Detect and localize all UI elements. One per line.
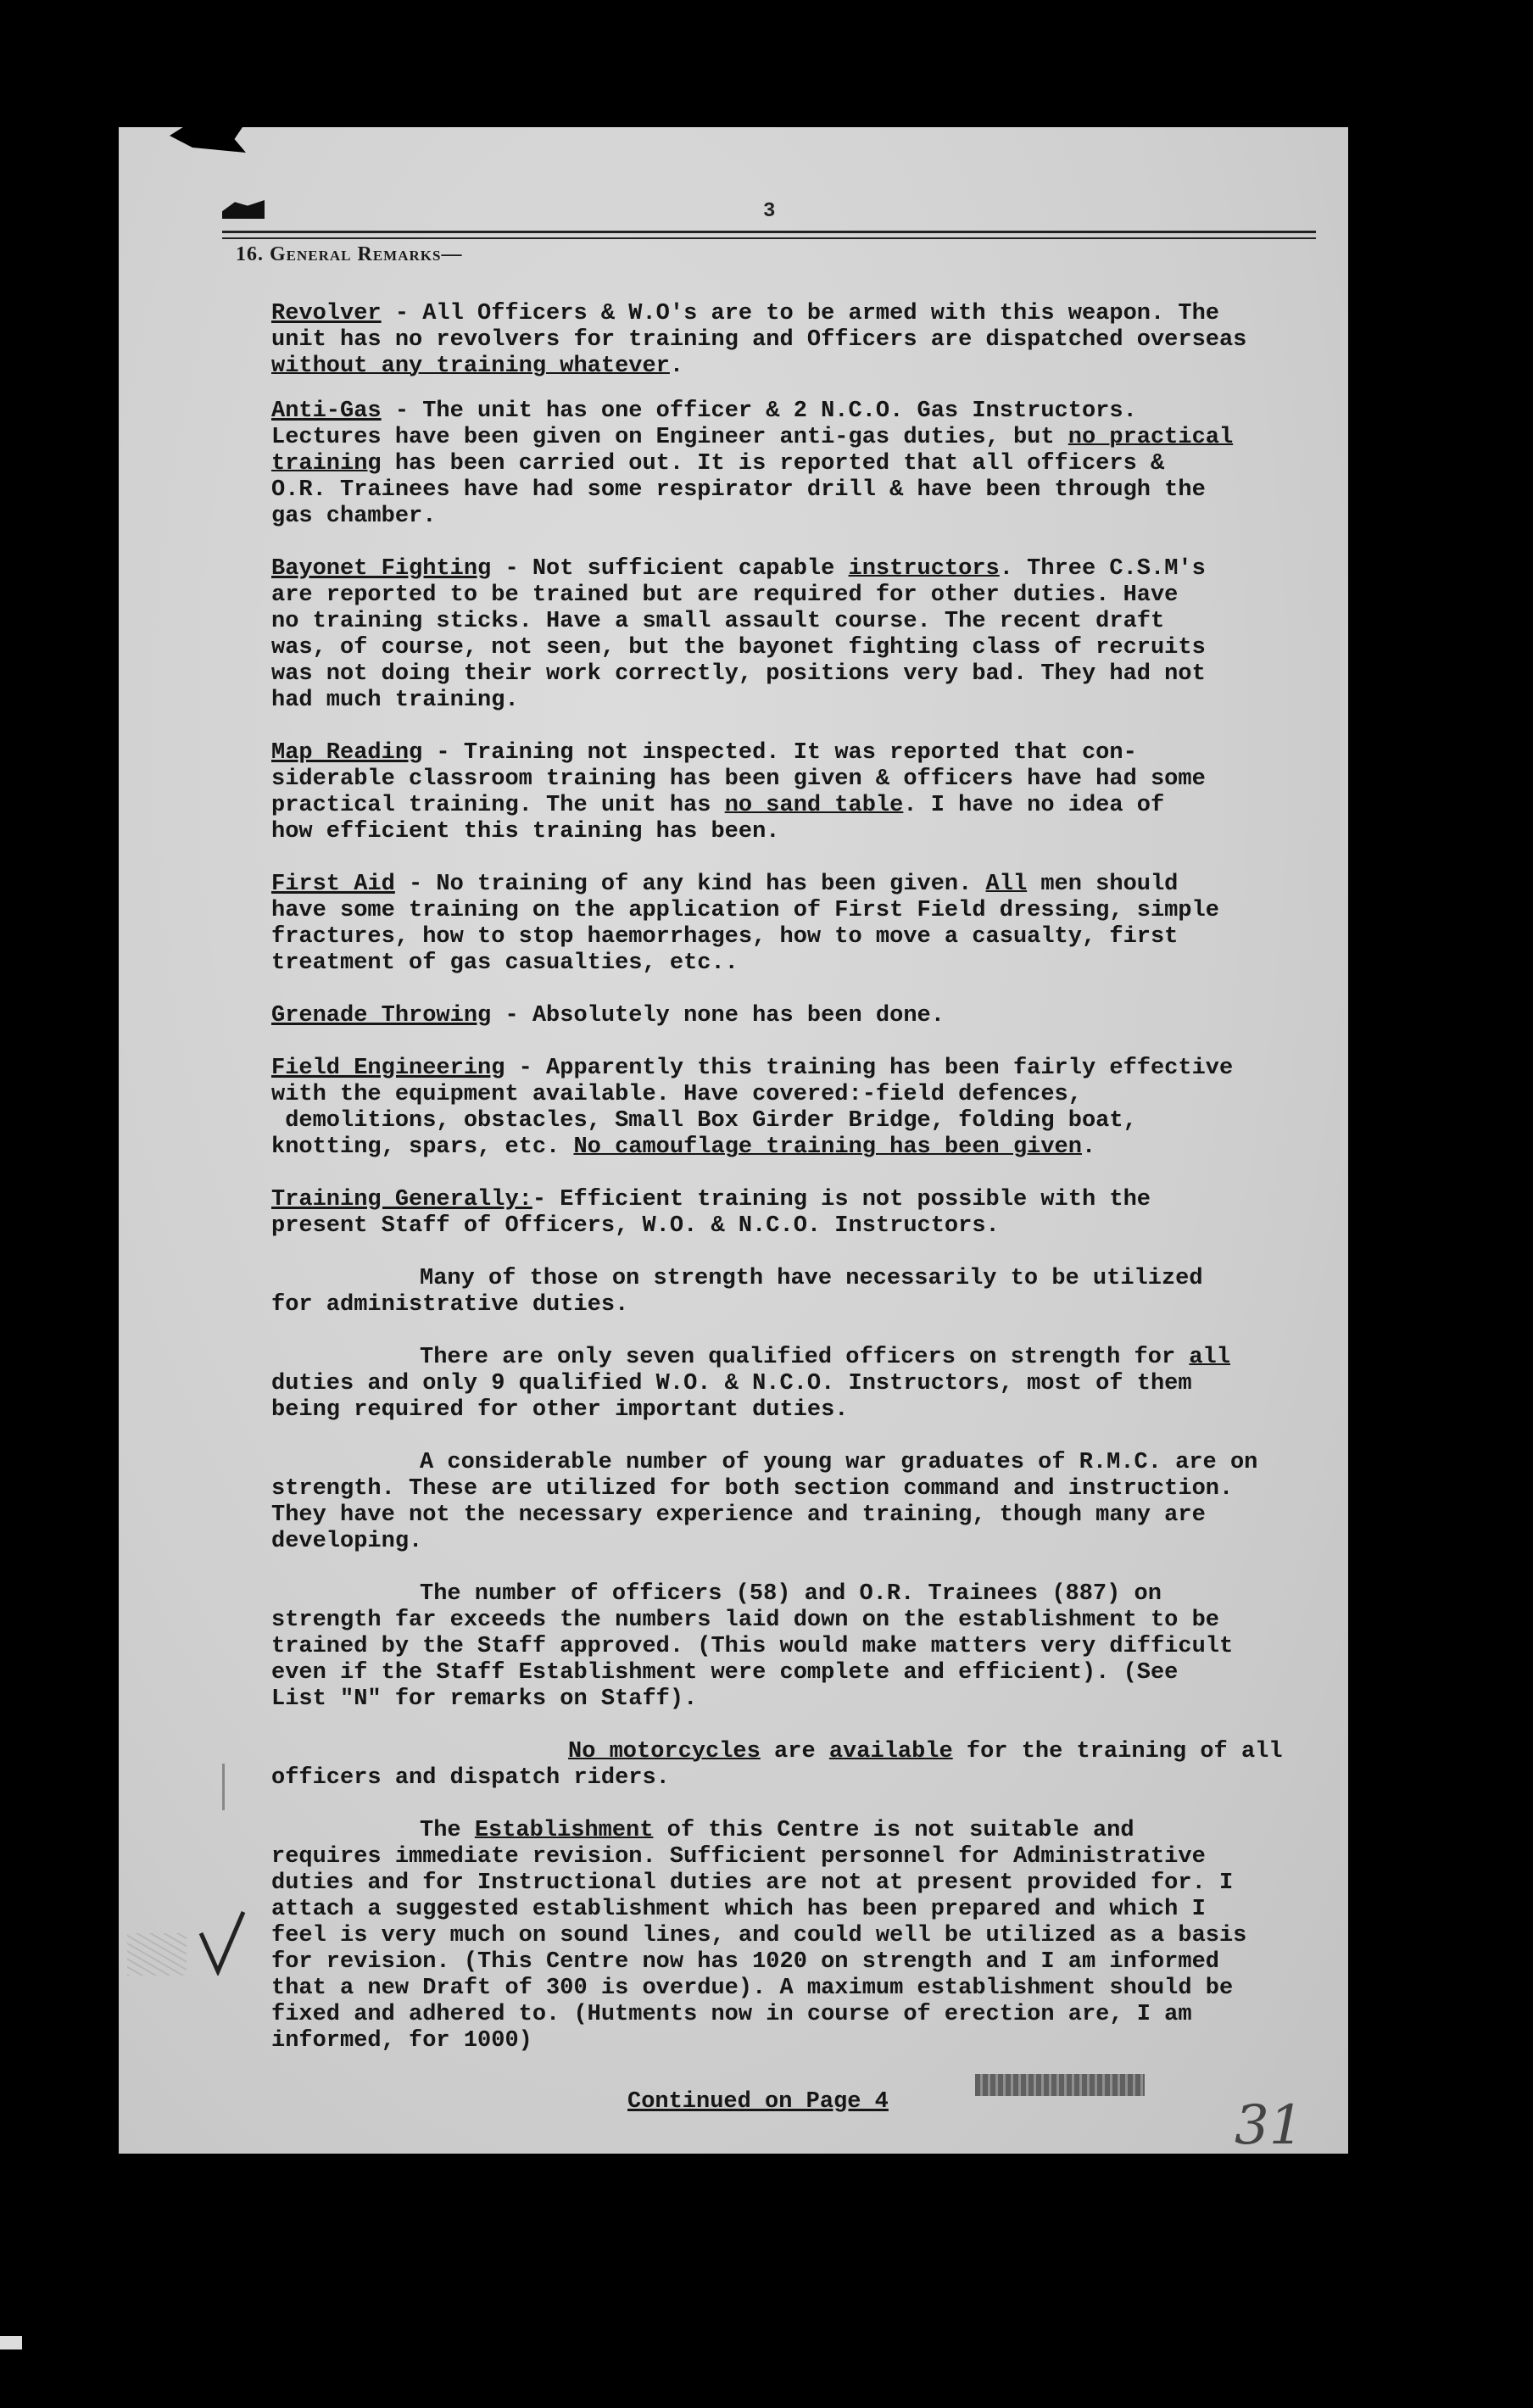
underlined-text: no practical training bbox=[271, 425, 1234, 477]
text: . Three C.S.M's are reported to be trained but are required for other duties. Have no training sticks. Have a small assault course. The recent draft was, of course, not seen, but the bayonet fighting class of recruits was not doing their work correctly, positions very bad. They had not had much training. bbox=[271, 556, 1206, 713]
header-rule bbox=[222, 231, 1316, 233]
margin-bar bbox=[222, 1764, 225, 1810]
text: - All Officers & W.O's are to be armed with this weapon. The unit has no revolvers for training and Officers are dispatched overseas bbox=[271, 301, 1247, 353]
paragraph-training-generally bbox=[271, 1187, 1369, 1240]
underlined-text: Establishment bbox=[474, 1818, 654, 1843]
handwritten-page-note: 31 bbox=[1235, 2094, 1304, 2157]
underlined-text: without any training whatever bbox=[271, 354, 670, 379]
struck-out-text bbox=[975, 2074, 1145, 2096]
text: duties and only 9 qualified W.O. & N.C.O. Instructors, most of them being required for other important duties. bbox=[271, 1371, 1192, 1423]
header-rule-thin bbox=[222, 237, 1316, 239]
underlined-text: instructors bbox=[848, 556, 1000, 582]
text: The number of officers (58) and O.R. Trainees (887) on strength far exceeds the numbers laid down on the establishment to be trained by the Staff approved. (This would make matters very difficult even if the Staff Establishment were complete and efficient). (See List "N" for remarks on Staff). bbox=[271, 1581, 1234, 1712]
text: - Efficient training is not possible with the present Staff of Officers, W.O. & N.C.O. Instructors. bbox=[271, 1187, 1151, 1239]
heading-revolver: Revolver bbox=[271, 301, 382, 326]
paragraph-establishment bbox=[271, 1818, 1369, 2054]
text: The bbox=[420, 1818, 475, 1843]
continued-note: Continued on Page 4 bbox=[627, 2089, 889, 2115]
text: A considerable number of young war graduates of R.M.C. are on strength. These are utilized for both section command and instruction. They have not the necessary experience and training, though many are developing. bbox=[271, 1450, 1258, 1554]
heading-field-engineering: Field Engineering bbox=[271, 1056, 505, 1081]
text: - Apparently this training has been fairly effective with the equipment available. Have covered:-field defences, demolitions, obstacles, Small Box Girder Bridge, folding boat, knotting, spars, etc. bbox=[271, 1056, 1234, 1160]
text: Many of those on strength have necessarily to be utilized for administrative duties. bbox=[271, 1266, 1203, 1318]
paragraph-map-reading bbox=[271, 740, 1369, 845]
text: . bbox=[669, 354, 684, 379]
text: are bbox=[760, 1739, 829, 1764]
remarks-body bbox=[271, 301, 1369, 2081]
paragraph-motorcycles bbox=[271, 1739, 1369, 1792]
text: for the training of all officers and dispatch riders. bbox=[271, 1739, 1283, 1791]
heading-map-reading: Map Reading bbox=[271, 740, 423, 766]
heading-anti-gas: Anti-Gas bbox=[271, 399, 382, 424]
text: - No training of any kind has been given. bbox=[394, 872, 986, 897]
text: - Not sufficient capable bbox=[491, 556, 849, 582]
heading-first-aid: First Aid bbox=[271, 872, 395, 897]
text: There are only seven qualified officers on strength for bbox=[420, 1345, 1190, 1370]
scan-artifact bbox=[0, 2336, 22, 2349]
paragraph-war-graduates bbox=[271, 1450, 1369, 1555]
text: - Training not inspected. It was reported that con- siderable classroom training has been given & officers have had some practical training. The unit has bbox=[271, 740, 1206, 818]
text: - Absolutely none has been done. bbox=[491, 1003, 945, 1028]
paragraph-qualified-officers bbox=[271, 1345, 1369, 1424]
text: has been carried out. It is reported that all officers & O.R. Trainees have had some respirator drill & have been through the gas chamber. bbox=[271, 451, 1206, 529]
heading-grenade-throwing: Grenade Throwing bbox=[271, 1003, 492, 1028]
checkmark-icon bbox=[197, 1908, 248, 1976]
text: . bbox=[1081, 1134, 1096, 1160]
heading-bayonet-fighting: Bayonet Fighting bbox=[271, 556, 492, 582]
paragraph-revolver bbox=[271, 301, 1369, 380]
page-number: 3 bbox=[763, 200, 776, 223]
paragraph-administrative bbox=[271, 1266, 1369, 1318]
text: - The unit has one officer & 2 N.C.O. Gas Instructors. Lectures have been given on Engineer anti-gas duties, but bbox=[271, 399, 1137, 450]
underlined-text: all bbox=[1189, 1345, 1230, 1370]
paragraph-officer-numbers bbox=[271, 1581, 1369, 1713]
underlined-text: available bbox=[828, 1739, 953, 1764]
underlined-text: All bbox=[985, 872, 1028, 897]
heading-training-generally: Training Generally: bbox=[271, 1187, 532, 1212]
underlined-text: No camouflage training has been given bbox=[573, 1134, 1082, 1160]
section-heading: 16. General Remarks— bbox=[236, 243, 463, 265]
underlined-text: No motorcycles bbox=[568, 1739, 761, 1764]
paragraph-first-aid bbox=[271, 872, 1369, 977]
paragraph-grenade-throwing bbox=[271, 1003, 1369, 1029]
margin-annotation bbox=[127, 1933, 187, 1976]
paragraph-field-engineering bbox=[271, 1056, 1369, 1161]
text: men should have some training on the application of First Field dressing, simple fractures, how to stop haemorrhages, how to move a casualty, first treatment of gas casualties, etc.. bbox=[271, 872, 1219, 976]
text: . I have no idea of how efficient this training has been. bbox=[271, 793, 1165, 844]
underlined-text: no sand table bbox=[724, 793, 904, 818]
paragraph-anti-gas bbox=[271, 399, 1369, 530]
paragraph-bayonet-fighting bbox=[271, 556, 1369, 714]
text: of this Centre is not suitable and requires immediate revision. Sufficient personnel for Administrative duties and for Instructional duties are not at present provided for. I attach a suggested establishment which has been prepared and which I feel is very much on sound lines, and could well be utilized as a basis for revision. (This Centre now has 1020 on strength and I am informed that a new Draft of 300 is overdue). A maximum establishment should be fixed and adhered to. (Hutments now in course of erection are, I am informed, for 1000) bbox=[271, 1818, 1247, 2054]
